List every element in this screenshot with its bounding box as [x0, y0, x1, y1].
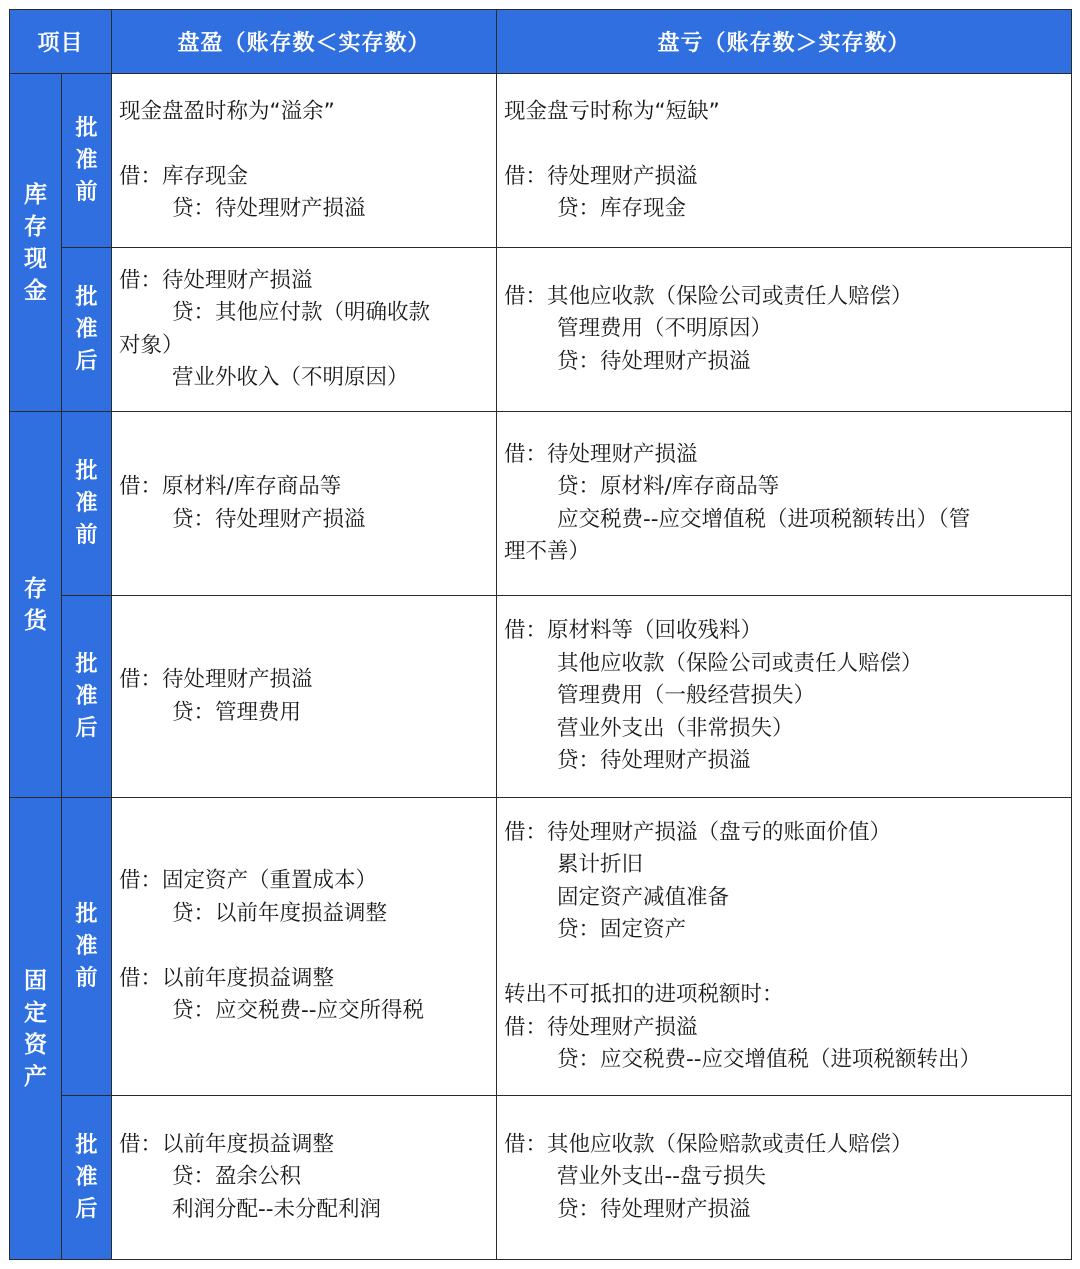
- entry-line: 借：待处理财产损溢（盘亏的账面价值）: [504, 819, 892, 845]
- entry-line: 贷：待处理财产损溢: [557, 348, 751, 374]
- entry-line: 现金盘亏时称为“短缺”: [504, 98, 720, 124]
- entry-line: 贷：待处理财产损溢: [172, 506, 366, 532]
- inventory-count-table: [9, 9, 1072, 1260]
- entry-line: 应交税费--应交增值税（进项税额转出）（管: [557, 506, 971, 532]
- phase-label: 批准前: [62, 74, 112, 248]
- entry-line: 贷：原材料/库存商品等: [557, 474, 780, 499]
- shortage-entry: [497, 798, 1072, 1096]
- entry-line: 借：待处理财产损溢: [504, 441, 698, 467]
- header-item: 项目: [10, 10, 112, 74]
- phase-label: 批准后: [62, 248, 112, 412]
- spacer: [504, 128, 1065, 161]
- shortage-entry: [497, 412, 1072, 596]
- phase-label: 批准后: [62, 596, 112, 798]
- table-row: [10, 74, 1072, 248]
- entry-line: 理不善）: [504, 539, 591, 564]
- entry-line: 借：待处理财产损溢: [504, 1014, 698, 1040]
- entry-line: 贷：应交税费--应交增值税（进项税额转出）: [557, 1047, 982, 1072]
- category-cash: [10, 74, 62, 412]
- surplus-entry: [112, 74, 497, 248]
- entry-line: 借：待处理财产损溢: [504, 163, 698, 189]
- category-label: 库存现金: [23, 181, 47, 304]
- surplus-entry: [112, 596, 497, 798]
- entry-line: 借：其他应收款（保险赔款或责任人赔偿）: [504, 1131, 913, 1157]
- spacer: [119, 930, 490, 963]
- entry-line: 管理费用（一般经营损失）: [557, 683, 816, 709]
- entry-line: 借：原材料/库存商品等: [119, 474, 342, 499]
- entry-line: 对象）: [119, 332, 184, 358]
- entry-line: 营业外收入（不明原因）: [172, 365, 409, 390]
- entry-line: 贷：待处理财产损溢: [557, 1196, 751, 1222]
- header-shortage: 盘亏（账存数＞实存数）: [497, 10, 1072, 74]
- accounting-table-container: [9, 9, 1071, 1260]
- entry-line: 转出不可抵扣的进项税额时：: [504, 982, 784, 1007]
- entry-line: 管理费用（不明原因）: [557, 316, 773, 342]
- table-row: [10, 248, 1072, 412]
- phase-label: 批准前: [62, 412, 112, 596]
- surplus-entry: [112, 1096, 497, 1260]
- spacer: [504, 947, 1065, 980]
- table-row: [10, 1096, 1072, 1260]
- phase-label: 批准前: [62, 798, 112, 1096]
- entry-line: 贷：其他应付款（明确收款: [172, 300, 431, 325]
- entry-line: 贷：管理费用: [172, 699, 302, 725]
- entry-line: 固定资产减值准备: [557, 884, 730, 910]
- entry-line: 借：以前年度损益调整: [119, 965, 335, 991]
- entry-line: 营业外支出（非常损失）: [557, 715, 794, 741]
- category-inventory: [10, 412, 62, 798]
- header-row: [10, 10, 1072, 74]
- table-row: [10, 596, 1072, 798]
- entry-line: 贷：以前年度损益调整: [172, 900, 388, 926]
- entry-line: 借：待处理财产损溢: [119, 267, 313, 293]
- header-surplus: 盘盈（账存数＜实存数）: [112, 10, 497, 74]
- table-row: [10, 412, 1072, 596]
- entry-line: 贷：盈余公积: [172, 1164, 302, 1190]
- entry-line: 借：原材料等（回收残料）: [504, 618, 763, 644]
- shortage-entry: [497, 74, 1072, 248]
- phase-label: 批准后: [62, 1096, 112, 1260]
- entry-line: 现金盘盈时称为“溢余”: [119, 98, 335, 124]
- shortage-entry: [497, 248, 1072, 412]
- spacer: [119, 128, 490, 161]
- entry-line: 其他应收款（保险公司或责任人赔偿）: [557, 650, 923, 676]
- surplus-entry: [112, 248, 497, 412]
- category-fixed-assets: [10, 798, 62, 1260]
- surplus-entry: [112, 412, 497, 596]
- entry-line: 贷：待处理财产损溢: [172, 196, 366, 221]
- entry-line: 营业外支出--盘亏损失: [557, 1164, 767, 1190]
- entry-line: 累计折旧: [557, 852, 644, 877]
- entry-line: 贷：应交税费--应交所得税: [172, 998, 425, 1024]
- category-label: 存货: [23, 575, 47, 634]
- shortage-entry: [497, 1096, 1072, 1260]
- entry-line: 利润分配--未分配利润: [172, 1196, 382, 1222]
- entry-line: 借：其他应收款（保险公司或责任人赔偿）: [504, 283, 913, 309]
- entry-line: 贷：固定资产: [557, 917, 687, 942]
- category-label: 固定资产: [23, 967, 47, 1090]
- entry-line: 借：固定资产（重置成本）: [119, 868, 378, 894]
- entry-line: 借：待处理财产损溢: [119, 667, 313, 692]
- shortage-entry: [497, 596, 1072, 798]
- entry-line: 借：库存现金: [119, 163, 249, 189]
- table-row: [10, 798, 1072, 1096]
- surplus-entry: [112, 798, 497, 1096]
- entry-line: 贷：库存现金: [557, 196, 687, 221]
- entry-line: 借：以前年度损益调整: [119, 1131, 335, 1157]
- entry-line: 贷：待处理财产损溢: [557, 748, 751, 774]
